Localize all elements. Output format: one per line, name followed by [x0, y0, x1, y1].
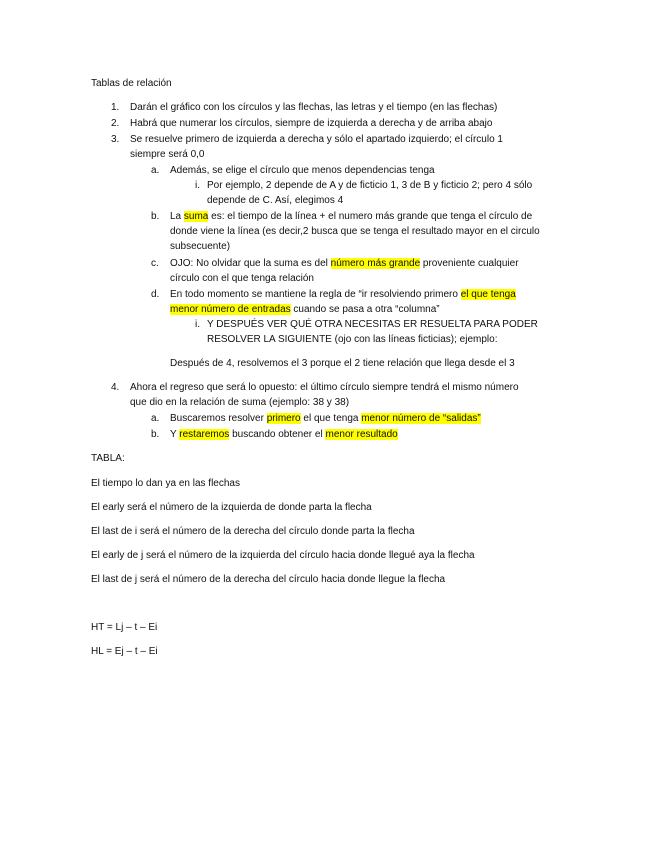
text-run: OJO: No olvidar que la suma es del [170, 258, 331, 269]
text-run: cuando se pasa a otra “columna” [290, 304, 440, 315]
paragraph: El tiempo lo dan ya en las flechas [91, 478, 240, 489]
list-letter: b. [151, 429, 160, 440]
list-item-text: que dio en la relación de suma (ejemplo: 38 y 38) [130, 397, 350, 408]
paragraph: El last de j será el número de la derecha del círculo hacia donde llegue la flecha [91, 574, 446, 585]
paragraph: El early de j será el número de la izquierda del círculo hacia donde llegué aya la flecha [91, 550, 475, 561]
list-item-text: RESOLVER LA SIGUIENTE (ojo con las líneas ficticias); ejemplo: [207, 334, 498, 345]
paragraph: El early será el número de la izquierda de donde parta la flecha [91, 502, 372, 513]
list-item-text: Darán el gráfico con los círculos y las flechas, las letras y el tiempo (en las flechas) [130, 102, 498, 113]
highlighted-text: menor número de “salidas” [361, 413, 481, 424]
section-label: TABLA: [91, 453, 125, 464]
highlighted-text: primero [266, 413, 301, 424]
list-roman: i. [195, 319, 200, 330]
text-run: Y [170, 429, 180, 440]
text-run: es: el tiempo de la línea + el numero más grande que tenga el círculo de [208, 211, 533, 222]
list-letter: b. [151, 211, 160, 222]
list-letter: a. [151, 413, 160, 424]
highlighted-text: menor resultado [325, 429, 398, 440]
formula: HL = Ej – t – Ei [91, 646, 158, 657]
list-number: 1. [111, 102, 120, 113]
text-run: buscando obtener el [229, 429, 326, 440]
list-item-text: Y DESPUÉS VER QUÉ OTRA NECESITAS ER RESUELTA PARA PODER [207, 319, 538, 330]
list-item-text [170, 210, 532, 223]
text-run: el que tenga [300, 413, 362, 424]
text-run: proveniente cualquier [420, 258, 519, 269]
text-run: En todo momento se mantiene la regla de “ir resolviendo primero [170, 289, 461, 300]
list-number: 3. [111, 134, 120, 145]
list-item-text: depende de C. Así, elegimos 4 [207, 195, 344, 206]
list-roman: i. [195, 180, 200, 191]
list-item-text [170, 428, 398, 441]
list-item-text: siempre será 0,0 [130, 149, 205, 160]
list-item-text [170, 257, 519, 270]
list-number: 2. [111, 118, 120, 129]
highlighted-text: menor número de entradas [170, 304, 291, 315]
list-item-text: Por ejemplo, 2 depende de A y de ficticio 1, 3 de B y ficticio 2; pero 4 sólo [207, 180, 533, 191]
highlighted-text: número más grande [330, 258, 421, 269]
paragraph: El last de i será el número de la derecha del círculo donde parta la flecha [91, 526, 415, 537]
list-number: 4. [111, 382, 120, 393]
document-title: Tablas de relación [91, 78, 172, 89]
list-item-text: Además, se elige el círculo que menos dependencias tenga [170, 165, 435, 176]
highlighted-text: restaremos [179, 429, 230, 440]
text-run: Buscaremos resolver [170, 413, 267, 424]
text-run: La [170, 211, 184, 222]
list-item-text [170, 303, 440, 316]
list-item-text: círculo con el que tenga relación [170, 273, 314, 284]
list-letter: c. [151, 258, 159, 269]
list-letter: a. [151, 165, 160, 176]
highlighted-text: el que tenga [460, 289, 516, 300]
list-item-text: Habrá que numerar los círculos, siempre de izquierda a derecha y de arriba abajo [130, 118, 493, 129]
list-item-text: Ahora el regreso que será lo opuesto: el último círculo siempre tendrá el mismo número [130, 382, 519, 393]
formula: HT = Lj – t – Ei [91, 622, 158, 633]
list-item-text [170, 288, 516, 301]
list-item-text: Se resuelve primero de izquierda a derecha y sólo el apartado izquierdo; el círculo 1 [130, 134, 503, 145]
list-item-text: donde viene la línea (es decir,2 busca que se tenga el resultado mayor en el circulo [170, 226, 540, 237]
list-item-text [170, 412, 481, 425]
example-note: Después de 4, resolvemos el 3 porque el 2 tiene relación que llega desde el 3 [170, 358, 515, 369]
highlighted-text: suma [183, 211, 209, 222]
list-item-text: subsecuente) [170, 241, 231, 252]
list-letter: d. [151, 289, 160, 300]
